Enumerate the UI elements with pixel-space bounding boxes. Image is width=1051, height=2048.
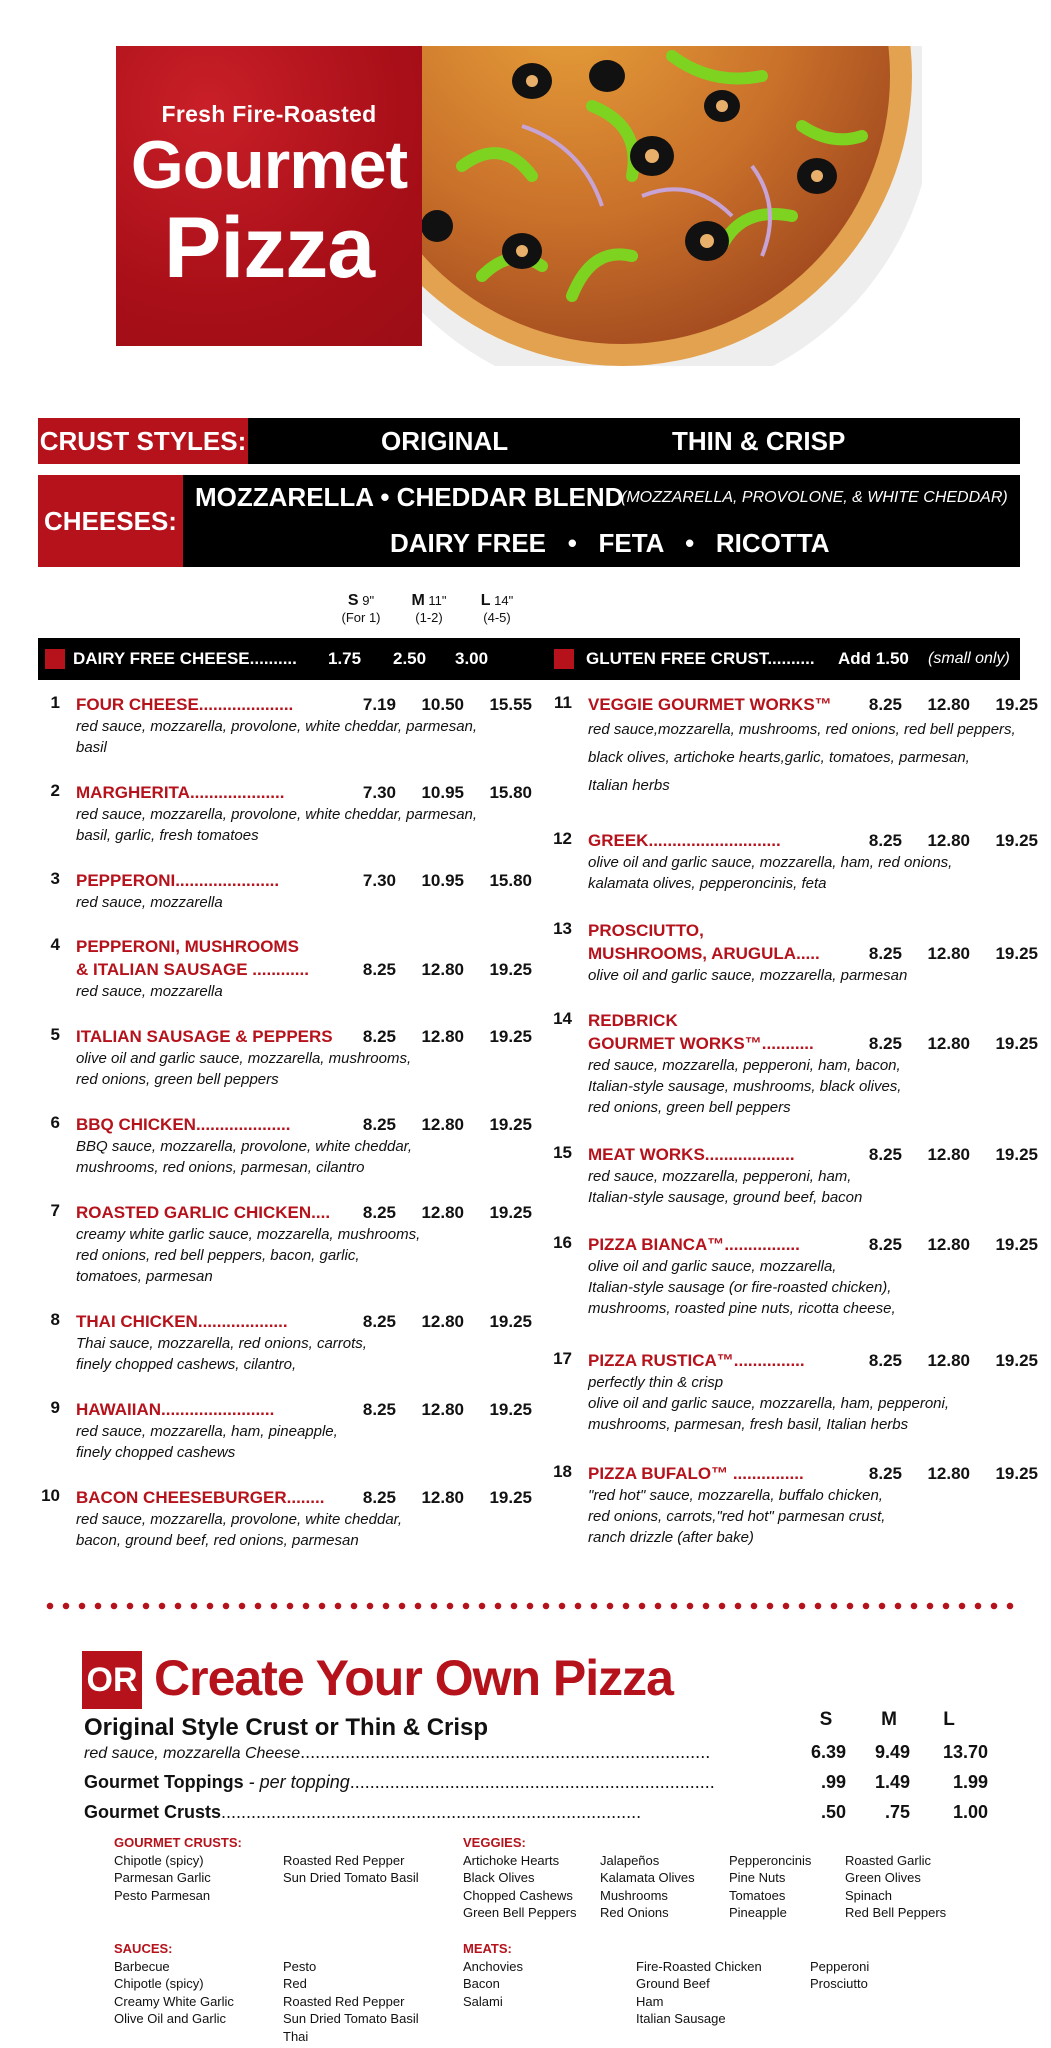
cyo-price-medium: 9.49: [874, 1742, 910, 1762]
cyo-row-label: Gourmet Toppings - per topping.........................................................................: [84, 1772, 715, 1792]
item-name: ITALIAN SAUSAGE & PEPPERS: [76, 1027, 333, 1046]
item-name: PEPPERONI......................: [76, 871, 280, 890]
cyo-row: [84, 1738, 1014, 1766]
item-name: PEPPERONI, MUSHROOMS: [76, 937, 299, 956]
option-item: Pepperoni: [810, 1958, 870, 1974]
meats-col3: [810, 1940, 869, 1993]
price-large: 19.25: [489, 1488, 532, 1507]
option-item: Chipotle (spicy): [114, 1976, 204, 1991]
hero-title-panel: [116, 46, 422, 346]
price-large: 19.25: [995, 831, 1038, 850]
hero-line1: Fresh Fire-Roasted: [161, 101, 377, 127]
item-number: 1: [50, 693, 60, 712]
price-large: 19.25: [995, 1145, 1038, 1164]
gluten-free-note: (small only): [928, 650, 1010, 667]
option-item: Pepperoncinis: [729, 1852, 812, 1868]
price-small: 8.25: [868, 1464, 902, 1483]
item-description: Thai sauce, mozzarella, red onions, carrots, finely chopped cashews, cilantro,: [76, 1335, 367, 1373]
pizza-photo: [422, 46, 922, 366]
size-small: S 9" (For 1): [341, 592, 381, 625]
option-item: Red Onions: [600, 1905, 669, 1920]
option-item: Thai: [283, 2028, 309, 2044]
price-large: 19.25: [995, 1034, 1038, 1053]
item-description: creamy white garlic sauce, mozzarella, mushrooms, red onions, red bell peppers, bacon, garlic, tomatoes, parmesan: [76, 1226, 421, 1285]
item-number: 12: [553, 829, 572, 848]
price-small: 8.25: [868, 944, 902, 963]
cyo-title: Create Your Own Pizza: [154, 1650, 673, 1706]
price-medium: 10.50: [421, 695, 464, 714]
price-small: 8.25: [868, 1034, 902, 1053]
option-item: Red Bell Peppers: [845, 1905, 947, 1920]
option-item: Salami: [463, 1993, 503, 2009]
item-number: 3: [50, 869, 60, 888]
option-item: Ground Beef: [636, 1976, 710, 1991]
price-medium: 12.80: [927, 1145, 970, 1164]
item-description: olive oil and garlic sauce, mozzarella, ham, red onions, kalamata olives, pepperoncinis, feta: [588, 854, 953, 892]
cheeses-bar: [38, 475, 1020, 567]
item-name: REDBRICK: [588, 1011, 678, 1030]
option-item: Prosciutto: [810, 1976, 868, 1991]
option-item: Jalapeños: [600, 1852, 660, 1868]
hero-line3: Pizza: [163, 200, 375, 296]
price-large: 19.25: [995, 1351, 1038, 1370]
item-description: olive oil and garlic sauce, mozzarella, parmesan: [588, 967, 908, 984]
price-medium: 12.80: [421, 1488, 464, 1507]
price-large: 19.25: [489, 1027, 532, 1046]
price-medium: 12.80: [927, 944, 970, 963]
addons-bar: [38, 638, 1020, 680]
cheese-line2: DAIRY FREE • FETA • RICOTTA: [390, 528, 830, 558]
veggies-col4: [845, 1834, 946, 1922]
item-name: THAI CHICKEN...................: [76, 1312, 288, 1331]
option-item: Pine Nuts: [729, 1870, 786, 1885]
veggies-col2: [600, 1834, 695, 1922]
meats-title: MEATS:: [463, 1941, 512, 1956]
option-item: Pesto Parmesan: [114, 1887, 211, 1903]
option-item: Roasted Garlic: [845, 1852, 931, 1868]
item-name: FOUR CHEESE....................: [76, 695, 294, 714]
price-small: 8.25: [362, 1115, 396, 1134]
price-large: 15.80: [489, 871, 532, 890]
price-medium: 12.80: [927, 695, 970, 714]
price-small: 8.25: [868, 1351, 902, 1370]
size-headers: [330, 592, 550, 632]
price-large: 19.25: [995, 1464, 1038, 1483]
item-description: red sauce,mozzarella, mushrooms, red onions, red bell peppers, black olives, artichoke hearts,garlic, tomatoes, parmesan, Italian herbs: [588, 721, 1016, 794]
size-medium: M 11" (1-2): [411, 592, 447, 625]
price-medium: 12.80: [421, 1115, 464, 1134]
option-item: Green Bell Peppers: [463, 1905, 577, 1920]
option-item: Artichoke Hearts: [463, 1852, 560, 1868]
option-item: Italian Sausage: [636, 2011, 726, 2026]
item-name: PIZZA RUSTICA™...............: [588, 1351, 805, 1370]
price-medium: 12.80: [421, 1400, 464, 1419]
item-name-line2: GOURMET WORKS™...........: [588, 1034, 814, 1053]
price-small: 8.25: [362, 1312, 396, 1331]
option-item: Barbecue: [114, 1958, 170, 1974]
price-medium: 10.95: [421, 783, 464, 802]
option-item: Fire-Roasted Chicken: [636, 1958, 762, 1974]
item-number: 8: [50, 1310, 60, 1329]
item-number: 18: [553, 1462, 572, 1481]
veggies-col3: [729, 1834, 811, 1922]
sauces-col2: [283, 1940, 419, 2045]
price-large: 15.55: [489, 695, 532, 714]
item-name: ROASTED GARLIC CHICKEN....: [76, 1203, 331, 1222]
item-name: MEAT WORKS...................: [588, 1145, 795, 1164]
price-medium: 12.80: [421, 1312, 464, 1331]
option-item: Parmesan Garlic: [114, 1870, 211, 1885]
cheeses-label: CHEESES:: [38, 475, 183, 567]
option-item: Olive Oil and Garlic: [114, 2011, 226, 2026]
item-description: olive oil and garlic sauce, mozzarella, Italian-style sausage (or fire-roasted chicken), mushrooms, roasted pine nuts, ricotta cheese,: [588, 1258, 896, 1317]
or-badge: OR: [82, 1651, 142, 1709]
item-number: 9: [50, 1398, 60, 1417]
item-number: 15: [553, 1143, 572, 1162]
price-small: 8.25: [362, 960, 396, 979]
item-number: 17: [553, 1349, 572, 1368]
item-number: 13: [553, 919, 572, 938]
veggies-col1: [463, 1834, 576, 1922]
item-name: PIZZA BIANCA™................: [588, 1235, 800, 1254]
cyo-header-s: S: [819, 1709, 833, 1730]
option-item: Black Olives: [463, 1870, 535, 1885]
cheese-blend-note: (MOZZARELLA, PROVOLONE, & WHITE CHEDDAR): [621, 489, 1008, 506]
cyo-subtitle: Original Style Crust or Thin & Crisp: [84, 1714, 489, 1741]
price-large: 15.80: [489, 783, 532, 802]
option-item: Red: [283, 1976, 307, 1991]
item-name: PROSCIUTTO,: [588, 921, 704, 940]
price-large: 19.25: [995, 1235, 1038, 1254]
item-description: red sauce, mozzarella, ham, pineapple, finely chopped cashews: [76, 1423, 338, 1461]
option-item: Chopped Cashews: [463, 1887, 573, 1903]
option-item: Bacon: [463, 1976, 500, 1991]
item-description: red sauce, mozzarella, pepperoni, ham, bacon, Italian-style sausage, mushrooms, black olives, red onions, green bell peppers: [588, 1057, 902, 1116]
item-number: 10: [41, 1486, 60, 1505]
item-number: 7: [50, 1201, 60, 1220]
item-name: MARGHERITA....................: [76, 783, 285, 802]
item-description: red sauce, mozzarella, provolone, white cheddar, parmesan, basil, garlic, fresh tomatoes: [76, 806, 478, 844]
red-square-icon: [554, 649, 574, 669]
price-medium: 12.80: [927, 1034, 970, 1053]
price-small: 8.25: [868, 695, 902, 714]
red-square-icon: [45, 649, 65, 669]
price-small: 8.25: [362, 1488, 396, 1507]
option-item: Mushrooms: [600, 1887, 668, 1903]
option-item: Spinach: [845, 1887, 892, 1903]
price-medium: 12.80: [421, 960, 464, 979]
veggies-title: VEGGIES:: [463, 1835, 526, 1850]
item-number: 2: [50, 781, 60, 800]
dairy-free-medium: 2.50: [393, 649, 427, 668]
cyo-price-small: .99: [820, 1772, 846, 1792]
item-number: 14: [553, 1009, 572, 1028]
price-small: 8.25: [868, 1145, 902, 1164]
item-number: 11: [554, 693, 572, 712]
price-large: 19.25: [489, 1400, 532, 1419]
price-medium: 12.80: [421, 1203, 464, 1222]
cyo-price-large: 1.99: [952, 1772, 988, 1792]
price-large: 19.25: [489, 1203, 532, 1222]
option-item: Tomatoes: [729, 1887, 786, 1903]
item-name: BACON CHEESEBURGER........: [76, 1488, 325, 1507]
cyo-row: [84, 1798, 1014, 1826]
price-medium: 12.80: [927, 1235, 970, 1254]
price-small: 8.25: [868, 831, 902, 850]
option-item: Sun Dried Tomato Basil: [283, 2011, 419, 2026]
sauces-title: SAUCES:: [114, 1941, 173, 1956]
item-number: 5: [50, 1025, 60, 1044]
meats-col2: [636, 1940, 762, 2028]
dairy-free-small: 1.75: [328, 649, 362, 668]
cyo-row-label: Gourmet Crusts....................................................................................: [84, 1802, 642, 1822]
sauces-col1: [114, 1940, 234, 2028]
price-medium: 12.80: [927, 1351, 970, 1370]
dairy-free-large: 3.00: [455, 649, 489, 668]
price-medium: 10.95: [421, 871, 464, 890]
item-description: red sauce, mozzarella: [76, 894, 223, 911]
option-item: Chipotle (spicy): [114, 1852, 204, 1868]
option-item: Pineapple: [729, 1905, 787, 1920]
item-name: PIZZA BUFALO™ ...............: [588, 1464, 804, 1483]
cyo-row-label: red sauce, mozzarella Cheese..................................................................................: [84, 1742, 711, 1762]
item-description: perfectly thin & crisp olive oil and garlic sauce, mozzarella, ham, pepperoni, mushrooms, parmesan, fresh basil, Italian herbs: [588, 1374, 950, 1433]
option-item: Anchovies: [463, 1958, 523, 1974]
price-small: 8.25: [868, 1235, 902, 1254]
crust-styles-label: CRUST STYLES:: [38, 418, 248, 464]
item-description: "red hot" sauce, mozzarella, buffalo chicken, red onions, carrots,"red hot" parmesan crust, ranch drizzle (after bake): [588, 1487, 886, 1546]
price-medium: 12.80: [927, 831, 970, 850]
gourmet-crusts-col2: [283, 1834, 419, 1887]
item-description: red sauce, mozzarella: [76, 983, 223, 1000]
item-description: olive oil and garlic sauce, mozzarella, mushrooms, red onions, green bell peppers: [76, 1050, 412, 1088]
item-name: GREEK............................: [588, 831, 781, 850]
crust-thin-crisp: THIN & CRISP: [672, 426, 846, 456]
item-name: HAWAIIAN........................: [76, 1400, 275, 1419]
option-item: Green Olives: [845, 1870, 921, 1885]
price-small: 7.19: [362, 695, 396, 714]
item-description: BBQ sauce, mozzarella, provolone, white cheddar, mushrooms, red onions, parmesan, cilantro: [76, 1138, 413, 1176]
item-description: red sauce, mozzarella, provolone, white cheddar, bacon, ground beef, red onions, parmesan: [76, 1511, 403, 1549]
cyo-header-l: L: [943, 1709, 955, 1730]
option-item: Pesto: [283, 1958, 317, 1974]
price-large: 19.25: [995, 695, 1038, 714]
option-item: Creamy White Garlic: [114, 1993, 234, 2009]
item-name-line2: MUSHROOMS, ARUGULA.....: [588, 944, 820, 963]
cyo-price-medium: .75: [884, 1802, 910, 1822]
item-name: VEGGIE GOURMET WORKS™: [588, 695, 832, 714]
option-item: Sun Dried Tomato Basil: [283, 1870, 419, 1885]
item-number: 16: [553, 1233, 572, 1252]
option-item: Kalamata Olives: [600, 1870, 695, 1885]
dotted-divider: [42, 1602, 1014, 1610]
price-small: 7.30: [362, 871, 396, 890]
option-item: Roasted Red Pepper: [283, 1993, 405, 2009]
size-large: L 14" (4-5): [480, 592, 514, 625]
price-medium: 12.80: [421, 1027, 464, 1046]
cyo-price-medium: 1.49: [874, 1772, 910, 1792]
price-small: 8.25: [362, 1400, 396, 1419]
option-item: Roasted Red Pepper: [283, 1852, 405, 1868]
cyo-row: [84, 1768, 1014, 1796]
item-number: 4: [50, 935, 60, 954]
cheese-line1: MOZZARELLA • CHEDDAR BLEND: [195, 482, 624, 512]
price-large: 19.25: [489, 960, 532, 979]
dairy-free-label: DAIRY FREE CHEESE..........: [73, 649, 297, 668]
price-small: 7.30: [362, 783, 396, 802]
item-name-line2: & ITALIAN SAUSAGE ............: [76, 960, 309, 979]
price-medium: 12.80: [927, 1464, 970, 1483]
meats-col1: [463, 1940, 523, 2010]
price-large: 19.25: [995, 944, 1038, 963]
gluten-free-price: Add 1.50: [838, 649, 909, 668]
cyo-header-m: M: [881, 1709, 897, 1730]
price-small: 8.25: [362, 1027, 396, 1046]
cyo-price-small: .50: [820, 1802, 846, 1822]
gourmet-crusts-col1: [114, 1834, 242, 1904]
item-name: BBQ CHICKEN....................: [76, 1115, 291, 1134]
crust-original: ORIGINAL: [381, 426, 509, 456]
price-large: 19.25: [489, 1312, 532, 1331]
gluten-free-label: GLUTEN FREE CRUST..........: [586, 649, 815, 668]
price-small: 8.25: [362, 1203, 396, 1222]
price-large: 19.25: [489, 1115, 532, 1134]
hero-line2: Gourmet: [130, 127, 408, 203]
option-item: Ham: [636, 1993, 664, 2009]
cyo-price-small: 6.39: [810, 1742, 846, 1762]
item-description: red sauce, mozzarella, provolone, white cheddar, parmesan, basil: [76, 718, 478, 756]
cyo-price-large: 13.70: [942, 1742, 988, 1762]
crust-styles-bar: [38, 418, 1020, 464]
item-description: red sauce, mozzarella, pepperoni, ham, Italian-style sausage, ground beef, bacon: [588, 1168, 863, 1206]
cyo-price-large: 1.00: [952, 1802, 988, 1822]
item-number: 6: [50, 1113, 60, 1132]
gourmet-crusts-title: GOURMET CRUSTS:: [114, 1835, 242, 1850]
